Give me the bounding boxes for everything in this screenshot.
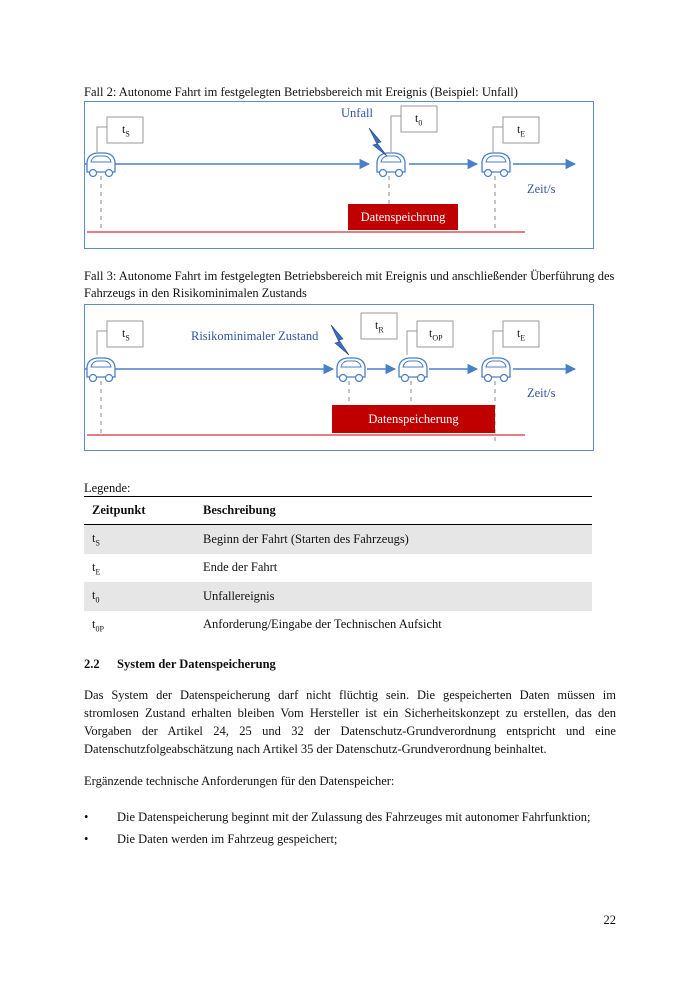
page-number: 22 [603, 913, 616, 927]
legend-desc: Anforderung/Eingabe der Technischen Aufsicht [203, 617, 442, 632]
label-te: $t_E$ [517, 122, 526, 139]
section-heading [84, 657, 276, 672]
event-label: Unfall [341, 106, 373, 120]
car-icon [377, 153, 405, 177]
case2-diagram [84, 101, 594, 249]
paragraph: Das System der Datenspeicherung darf nicht flüchtig sein. Die gespeicherten Daten müssen im stromlosen Zustand erhalten bleiben Vom Hersteller ist ein Sicherheitskonzept zu erstellen, das den Vorgaben der Artikel 24, 25 und 32 der Datenschutz-Grundverordnung entspricht und eine Datenschutzfolgeabschätzung nach Artikel 35 der Datenschutz-Grundverordnung beinhaltet. [84, 688, 616, 756]
case3-diagram [84, 304, 594, 451]
legend-header-key: Zeitpunkt [84, 497, 195, 525]
legend-desc: Ende der Fahrt [203, 560, 278, 575]
marker-te [493, 321, 539, 355]
lightning-icon [369, 128, 387, 156]
legend-key: $t_S$ [84, 525, 195, 554]
legend-key: $t_E$ [92, 559, 101, 576]
label-ts: $t_S$ [122, 326, 130, 343]
table-row [84, 582, 592, 611]
section-title: System der Datenspeicherung [117, 657, 276, 671]
bullet-icon: • [84, 810, 89, 824]
label-t0: $t_0$ [415, 111, 423, 128]
label-tr: $t_R$ [375, 318, 384, 335]
section-number: 2.2 [84, 657, 100, 671]
marker-ts [97, 117, 143, 152]
lightning-icon [331, 325, 349, 355]
table-row [84, 554, 592, 583]
marker-ts [97, 321, 143, 355]
legend-header-desc: Beschreibung [195, 497, 592, 525]
legend-desc: Unfallereignis [195, 582, 592, 611]
table-row [84, 525, 592, 554]
storage-box: Datenspeicherung [332, 405, 495, 433]
case2-caption: Fall 2: Autonome Fahrt im festgelegten Betriebsbereich mit Ereignis (Beispiel: Unfall) [84, 85, 518, 99]
car-icon [399, 358, 427, 382]
case3-caption: Fall 3: Autonome Fahrt im festgelegten Betriebsbereich mit Ereignis und anschließender Überführung des Fahrzeugs in den Risikominimalen Zustands [84, 269, 615, 300]
car-icon [87, 153, 115, 177]
axis-label: Zeit/s [527, 182, 556, 196]
marker-te [493, 117, 539, 152]
legend-key: $t_{0P}$ [92, 616, 104, 633]
car-icon [482, 358, 510, 382]
legend-title: Legende: [84, 481, 131, 495]
legend-table [84, 496, 592, 639]
storage-box: Datenspeichrung [348, 204, 458, 230]
legend-desc: Beginn der Fahrt (Starten des Fahrzeugs) [195, 525, 592, 554]
car-icon [87, 358, 115, 382]
car-icon [337, 358, 365, 382]
legend-key: $t_0$ [84, 582, 195, 611]
label-top: $t_{OP}$ [429, 326, 443, 343]
list-item: • Die Daten werden im Fahrzeug gespeichert; [84, 828, 616, 850]
table-row [84, 611, 592, 640]
marker-t0 [391, 106, 437, 152]
bullet-list [84, 806, 616, 850]
bullet-icon: • [84, 832, 89, 846]
car-icon [482, 153, 510, 177]
label-ts: $t_S$ [122, 122, 130, 139]
state-label: Risikominimaler Zustand [191, 329, 319, 343]
list-item: • Die Datenspeicherung beginnt mit der Zulassung des Fahrzeuges mit autonomer Fahrfunktion; [84, 806, 616, 828]
legend-header-row [84, 497, 592, 525]
paragraph: Ergänzende technische Anforderungen für den Datenspeicher: [84, 774, 395, 788]
axis-label: Zeit/s [527, 386, 556, 400]
label-te: $t_E$ [517, 326, 526, 343]
